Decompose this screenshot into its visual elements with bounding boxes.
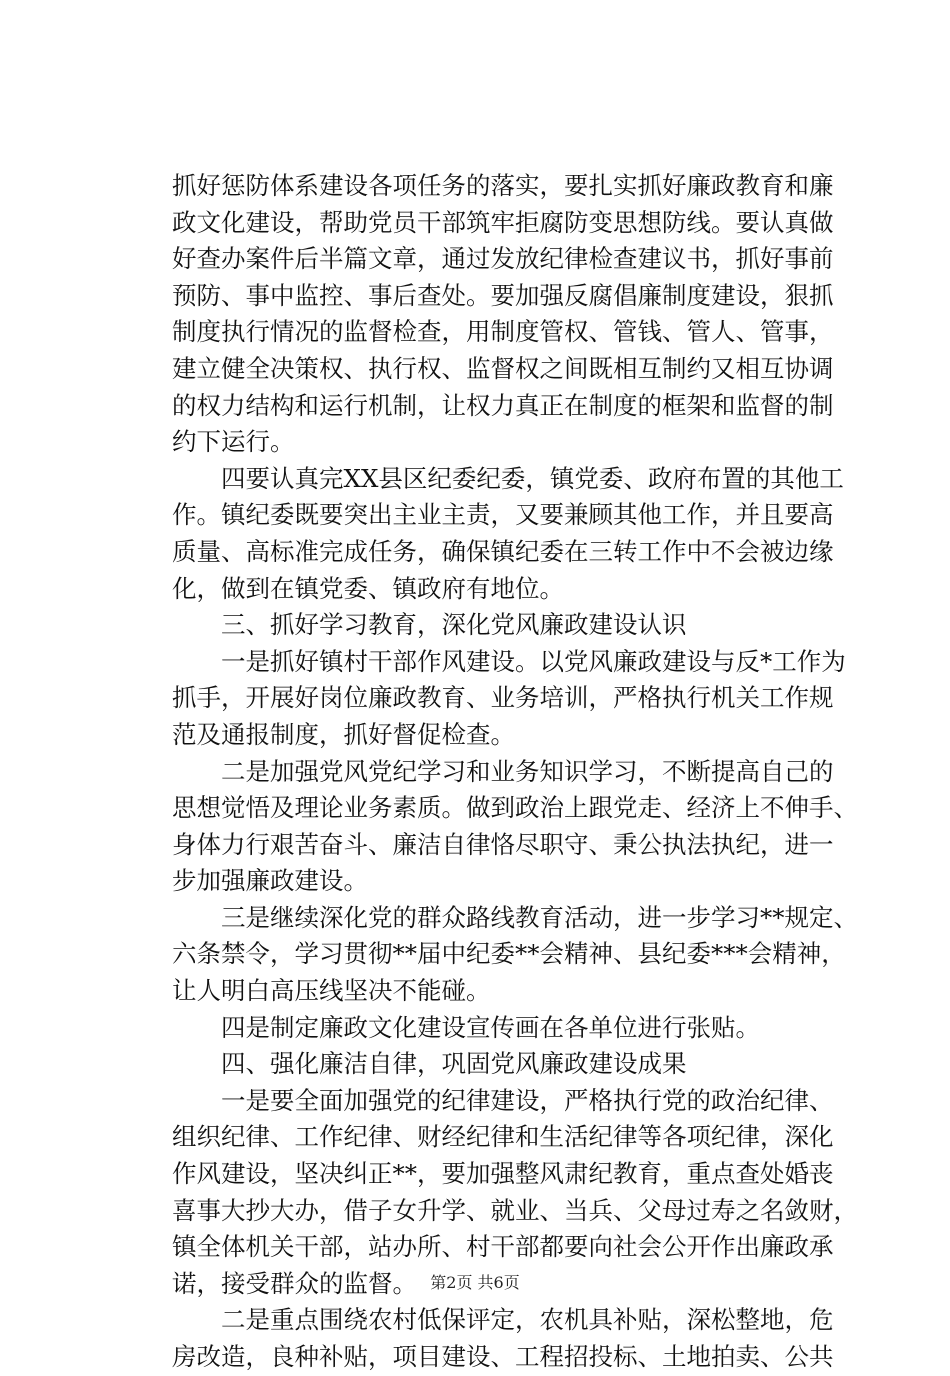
text-line: 抓好惩防体系建设各项任务的落实，要扎实抓好廉政教育和廉 [172,171,834,200]
text-line: 步加强廉政建设。 [172,866,368,896]
text-line: 建立健全决策权、执行权、监督权之间既相互制约又相互协调 [172,353,834,383]
text-line: 的权力结构和运行机制，让权力真正在制度的框架和监督的制 [172,390,834,420]
text-line: 六条禁令，学习贯彻**届中纪委**会精神、县纪委***会精神， [172,939,846,969]
text-line: 组织纪律、工作纪律、财经纪律和生活纪律等各项纪律，深化 [172,1122,834,1152]
text-line: 让人明白高压线坚决不能碰。 [172,976,491,1006]
text-line: 抓手，开展好岗位廉政教育、业务培训，严格执行机关工作规 [172,683,834,713]
text-line: 身体力行艰苦奋斗、廉洁自律恪尽职守、秉公执法执纪，进一 [172,829,834,859]
text-line: 政文化建设，帮助党员干部筑牢拒腐防变思想防线。要认真做 [172,207,834,237]
page-footer: 第2页 共6页 [430,1273,520,1292]
text-line: 诺，接受群众的监督。 [172,1268,417,1298]
text-line: 化，做到在镇党委、镇政府有地位。 [172,573,564,603]
text-line: 范及通报制度，抓好督促检查。 [172,719,515,749]
text-line: 预防、事中监控、事后查处。要加强反腐倡廉制度建设，狠抓 [172,280,834,310]
text-line: 喜事大抄大办，借子女升学、就业、当兵、父母过寿之名敛财， [172,1195,858,1225]
text-line: 作。镇纪委既要突出主业主责，又要兼顾其他工作，并且要高 [172,500,834,530]
text-line: 制度执行情况的监督检查，用制度管权、管钱、管人、管事， [172,317,834,347]
text-line: 质量、高标准完成任务，确保镇纪委在三转工作中不会被边缘 [172,536,834,566]
text-line: 好查办案件后半篇文章，通过发放纪律检查建议书，抓好事前 [172,244,834,274]
text-line: 一是抓好镇村干部作风建设。以党风廉政建设与反*工作为 [172,646,846,676]
text-line: 房改造，良种补贴，项目建设、工程招投标、土地拍卖、公共 [172,1342,834,1371]
text-line: 思想觉悟及理论业务素质。做到政治上跟党走、经济上不伸手、 [172,793,858,823]
text-line: 二是重点围绕农村低保评定，农机具补贴，深松整地，危 [172,1305,834,1335]
text-line: 二是加强党风党纪学习和业务知识学习，不断提高自己的 [172,756,834,786]
text-line: 三、抓好学习教育，深化党风廉政建设认识 [172,610,687,640]
body-text [172,168,858,1376]
text-line: 四是制定廉政文化建设宣传画在各单位进行张贴。 [172,1012,760,1042]
text-line: 一是要全面加强党的纪律建设，严格执行党的政治纪律、 [172,1085,834,1115]
text-line: 镇全体机关干部，站办所、村干部都要向社会公开作出廉政承 [172,1232,834,1262]
text-line: 三是继续深化党的群众路线教育活动，进一步学习**规定、 [172,902,858,932]
text-line: 作风建设，坚决纠正**，要加强整风肃纪教育，重点查处婚丧 [172,1159,834,1189]
text-line: 约下运行。 [172,427,295,457]
text-line: 四要认真完XX县区纪委纪委，镇党委、政府布置的其他工 [172,463,844,493]
text-line: 四、强化廉洁自律，巩固党风廉政建设成果 [172,1049,687,1079]
